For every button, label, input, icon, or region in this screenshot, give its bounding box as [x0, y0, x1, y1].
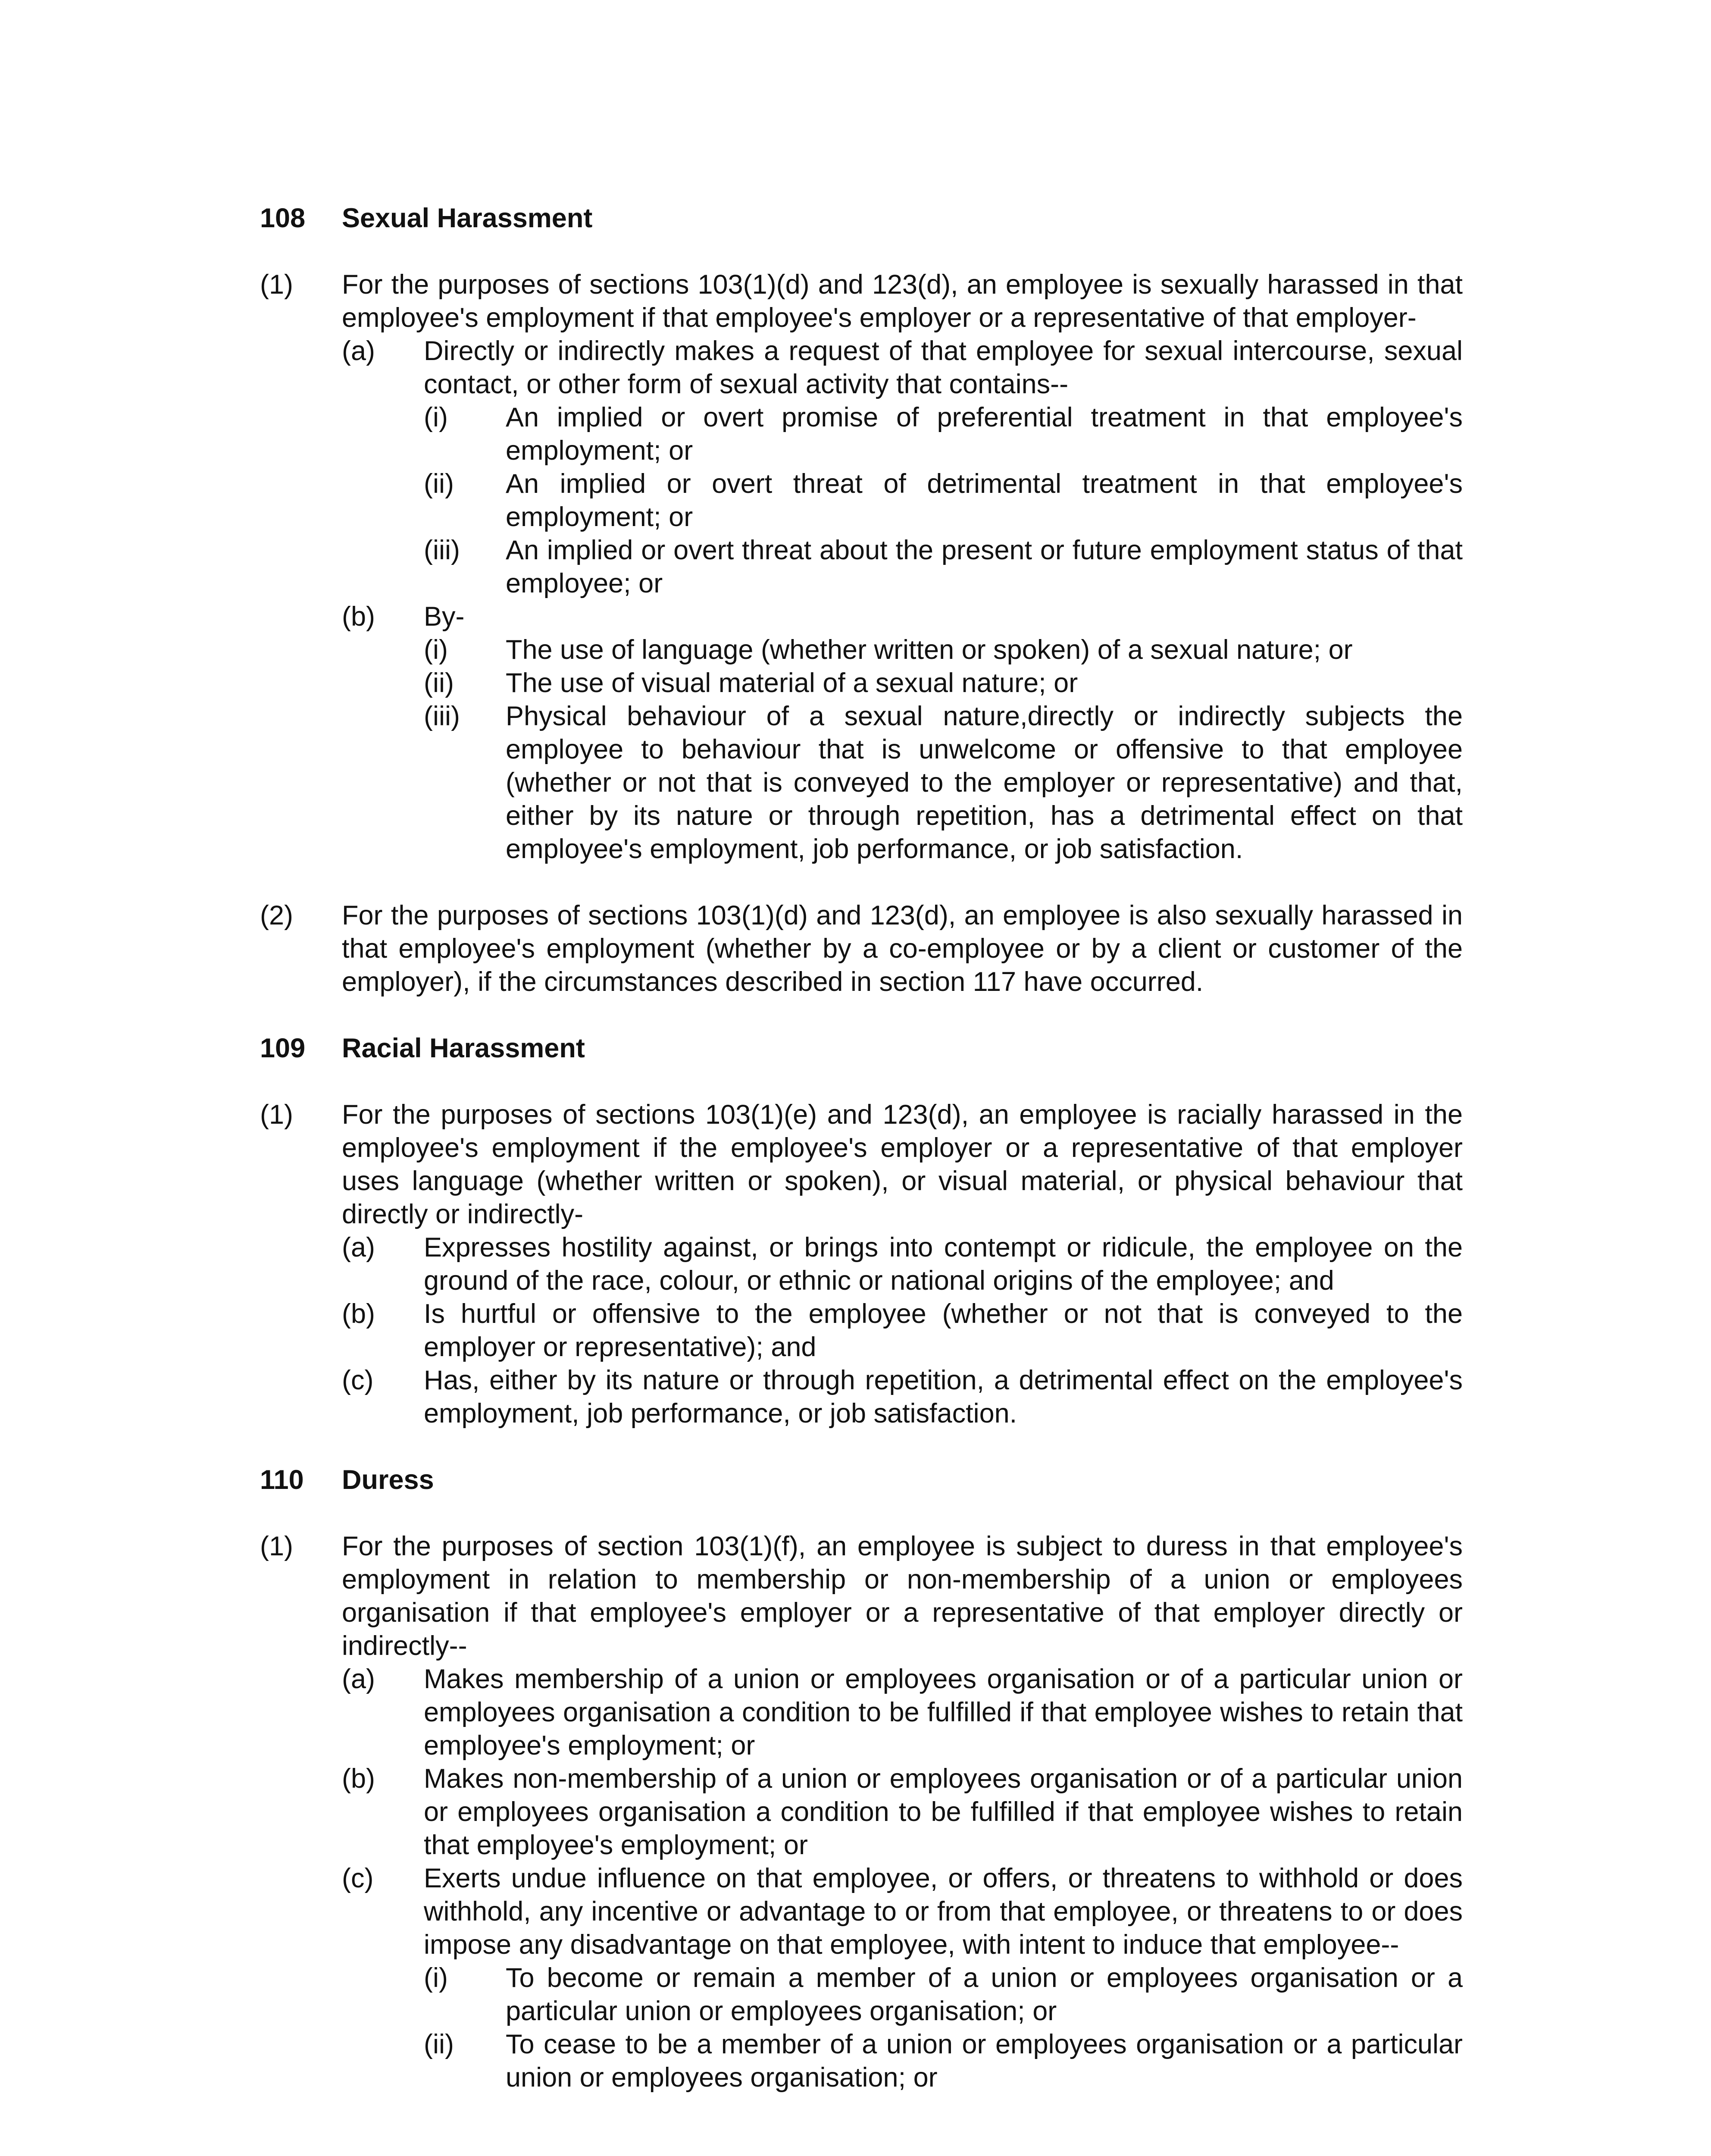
- section-title: Racial Harassment: [342, 1033, 585, 1063]
- subparagraph-108-1-b-i: [424, 633, 1463, 667]
- subsection-text: For the purposes of section 103(1)(f), an employee is subject to duress in that employee's employment in relation to membership or non-membership of a union or employees organisation if that employee's employer or a representative of that employer directly or indirectly--: [342, 1531, 1463, 1661]
- paragraph-text: Is hurtful or offensive to the employee (whether or not that is conveyed to the employer or representative); and: [424, 1299, 1463, 1362]
- section-number: 108: [260, 203, 306, 233]
- page-content: [260, 202, 1463, 2094]
- subparagraph-text: To cease to be a member of a union or employees organisation or a particular union or employees organisation; or: [506, 2029, 1463, 2093]
- paragraph-text: Makes membership of a union or employees organisation or of a particular union or employees organisation a condition to be fulfilled if that employee wishes to retain that employee's employment; or: [424, 1664, 1463, 1761]
- section-number: 110: [260, 1465, 304, 1495]
- paragraph-108-1-a: [342, 335, 1463, 401]
- subparagraph-text: Physical behaviour of a sexual nature,directly or indirectly subjects the employee to behaviour that is unwelcome or offensive to that employee (whether or not that is conveyed to the employer or representative) and that, either by its nature or through repetition, has a detrimental effect on that employee's employment, job performance, or job satisfaction.: [506, 701, 1463, 864]
- paragraph-label: (a): [342, 336, 375, 366]
- subsection-label: (1): [260, 1531, 293, 1561]
- section-title: Duress: [342, 1465, 434, 1495]
- paragraph-108-1-b: [342, 600, 1463, 633]
- section-title: Sexual Harassment: [342, 203, 593, 233]
- paragraph-text: Has, either by its nature or through repetition, a detrimental effect on the employee's employment, job performance, or job satisfaction.: [424, 1365, 1463, 1429]
- subparagraph-108-1-a-i: [424, 401, 1463, 467]
- subparagraph-110-1-c-i: [424, 1962, 1463, 2028]
- section-110-heading: [260, 1463, 1463, 1497]
- subsection-label: (1): [260, 270, 293, 300]
- subsection-text: For the purposes of sections 103(1)(d) and 123(d), an employee is also sexually harassed in that employee's employment (whether by a co-employee or by a client or customer of the employer), if the circumstances described in section 117 have occurred.: [342, 900, 1463, 997]
- paragraph-label: (b): [342, 1764, 375, 1794]
- subparagraph-label: (iii): [424, 701, 460, 731]
- paragraph-label: (c): [342, 1365, 374, 1395]
- paragraph-110-1-b: [342, 1762, 1463, 1862]
- subsection-text: For the purposes of sections 103(1)(e) and 123(d), an employee is racially harassed in the employee's employment if the employee's employer or a representative of that employer uses language (whether written or spoken), or visual material, or physical behaviour that directly or indirectly-: [342, 1100, 1463, 1229]
- section-108-heading: [260, 202, 1463, 235]
- subsection-text: For the purposes of sections 103(1)(d) and 123(d), an employee is sexually harassed in that employee's employment if that employee's employer or a representative of that employer-: [342, 270, 1463, 333]
- subparagraph-label: (ii): [424, 668, 454, 698]
- paragraph-text: Makes non-membership of a union or employees organisation or of a particular union or employees organisation a condition to be fulfilled if that employee wishes to retain that employee's employment; or: [424, 1764, 1463, 1860]
- subparagraph-label: (i): [424, 1963, 448, 1993]
- subparagraph-108-1-a-iii: [424, 534, 1463, 600]
- paragraph-label: (b): [342, 602, 375, 632]
- paragraph-label: (b): [342, 1299, 375, 1329]
- subparagraph-text: An implied or overt threat about the present or future employment status of that employee; or: [506, 535, 1463, 599]
- subparagraph-text: The use of visual material of a sexual nature; or: [506, 668, 1078, 698]
- subparagraph-label: (ii): [424, 2029, 454, 2059]
- subparagraph-text: An implied or overt promise of preferential treatment in that employee's employment; or: [506, 402, 1463, 466]
- paragraph-text: By-: [424, 602, 465, 632]
- subparagraph-text: To become or remain a member of a union or employees organisation or a particular union or employees organisation; or: [506, 1963, 1463, 2026]
- paragraph-109-1-b: [342, 1297, 1463, 1364]
- paragraph-text: Exerts undue influence on that employee, or offers, or threatens to withhold or does withhold, any incentive or advantage to or from that employee, or threatens to or does impose any disadvantage on that employee, with intent to induce that employee--: [424, 1863, 1463, 1960]
- subparagraph-108-1-a-ii: [424, 467, 1463, 534]
- subparagraph-label: (i): [424, 402, 448, 432]
- subparagraph-text: An implied or overt threat of detrimental treatment in that employee's employment; or: [506, 469, 1463, 532]
- paragraph-110-1-a: [342, 1663, 1463, 1762]
- subsection-label: (2): [260, 900, 293, 931]
- paragraph-label: (c): [342, 1863, 374, 1893]
- paragraph-label: (a): [342, 1232, 375, 1263]
- paragraph-text: Expresses hostility against, or brings into contempt or ridicule, the employee on the ground of the race, colour, or ethnic or national origins of the employee; and: [424, 1232, 1463, 1296]
- subsection-108-2: [260, 899, 1463, 999]
- subparagraph-text: The use of language (whether written or spoken) of a sexual nature; or: [506, 635, 1353, 665]
- subparagraph-label: (iii): [424, 535, 460, 565]
- subsection-109-1: [260, 1098, 1463, 1231]
- paragraph-109-1-a: [342, 1231, 1463, 1297]
- subsection-label: (1): [260, 1100, 293, 1130]
- paragraph-110-1-c: [342, 1862, 1463, 1962]
- subparagraph-label: (i): [424, 635, 448, 665]
- subparagraph-108-1-b-ii: [424, 667, 1463, 700]
- paragraph-label: (a): [342, 1664, 375, 1694]
- subparagraph-label: (ii): [424, 469, 454, 499]
- paragraph-109-1-c: [342, 1364, 1463, 1430]
- subparagraph-110-1-c-ii: [424, 2028, 1463, 2094]
- subsection-108-1: [260, 268, 1463, 335]
- subparagraph-108-1-b-iii: [424, 700, 1463, 866]
- paragraph-text: Directly or indirectly makes a request of that employee for sexual intercourse, sexual contact, or other form of sexual activity that contains--: [424, 336, 1463, 399]
- section-109-heading: [260, 1032, 1463, 1065]
- section-number: 109: [260, 1033, 306, 1063]
- subsection-110-1: [260, 1530, 1463, 1663]
